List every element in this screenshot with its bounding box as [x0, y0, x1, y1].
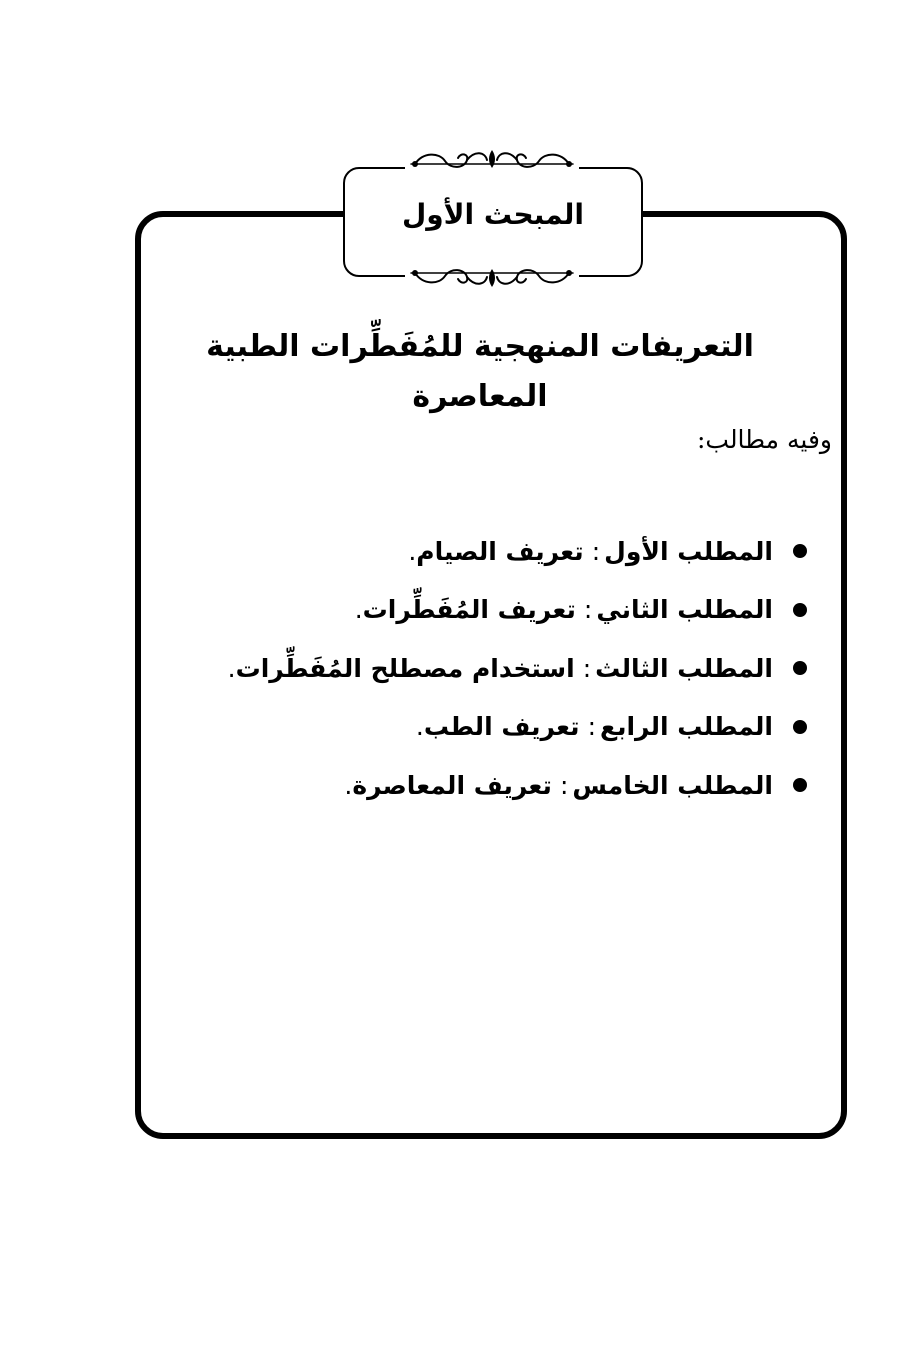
- item-period: .: [408, 536, 417, 566]
- item-text: استخدام مصطلح المُفَطِّرات: [235, 653, 575, 683]
- item-colon: :: [587, 712, 596, 742]
- item-label: المطلب الخامس: [572, 770, 773, 800]
- bullet-icon: [793, 661, 807, 675]
- bullet-icon: [793, 720, 807, 734]
- section-title: المبحث الأول: [401, 198, 585, 231]
- item-text: تعريف الطب: [423, 712, 580, 742]
- item-label: المطلب الثاني: [596, 595, 773, 625]
- subsection-list: [227, 522, 807, 815]
- item-label: المطلب الأول: [604, 536, 773, 566]
- list-item: [247, 581, 807, 640]
- item-period: .: [415, 712, 424, 742]
- item-period: .: [354, 595, 363, 625]
- item-text: تعريف المُفَطِّرات: [362, 595, 576, 625]
- item-text: تعريف الصيام: [416, 536, 584, 566]
- list-item: [247, 522, 807, 581]
- list-item: [247, 698, 807, 757]
- item-label: المطلب الرابع: [600, 712, 773, 742]
- top-ornament-icon: [405, 148, 579, 174]
- item-colon: :: [582, 653, 592, 683]
- item-period: .: [227, 653, 236, 683]
- bottom-ornament-icon: [405, 263, 579, 289]
- list-item: [247, 756, 807, 815]
- bullet-icon: [793, 778, 807, 792]
- item-colon: :: [591, 536, 601, 566]
- bullet-icon: [793, 603, 807, 617]
- item-text: تعريف المعاصرة: [352, 770, 552, 800]
- intro-text: وفيه مطالب:: [696, 425, 832, 454]
- chapter-title: التعريفات المنهجية للمُفَطِّرات الطبية المعاصرة: [206, 329, 754, 414]
- item-period: .: [344, 770, 353, 800]
- item-colon: :: [583, 595, 593, 625]
- item-label: المطلب الثالث: [595, 653, 773, 683]
- item-colon: :: [559, 770, 569, 800]
- bullet-icon: [793, 544, 807, 558]
- list-item: [227, 639, 807, 698]
